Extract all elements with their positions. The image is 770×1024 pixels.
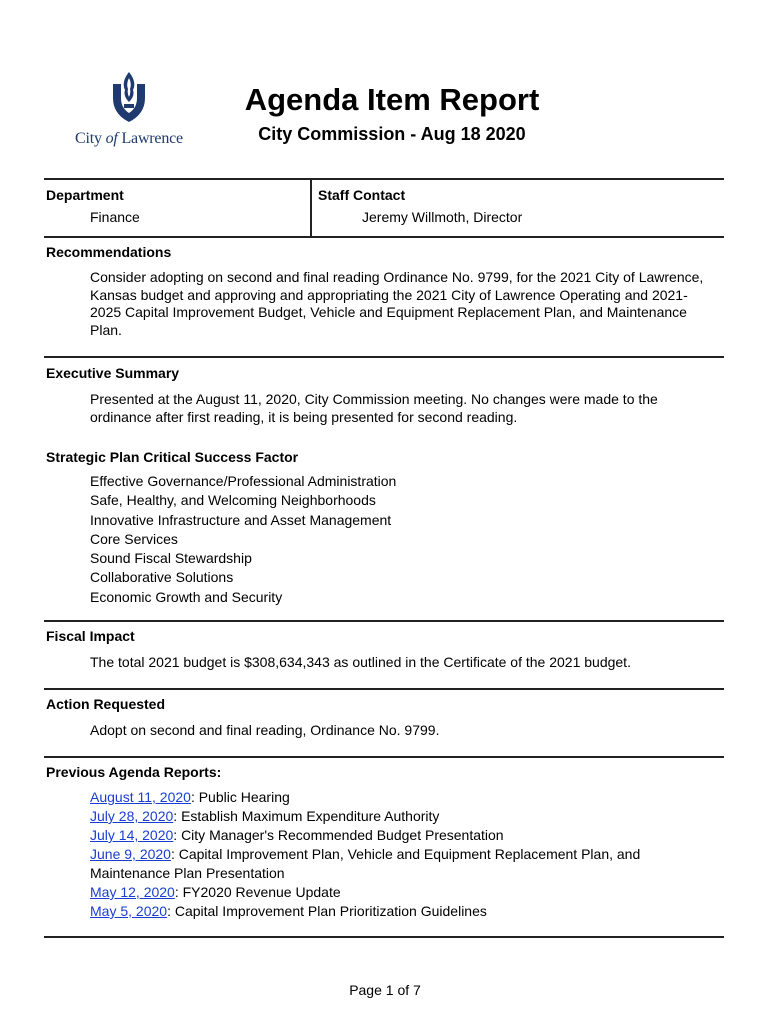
- column-divider: [310, 180, 312, 237]
- list-item: May 5, 2020: Capital Improvement Plan Prioritization Guidelines: [90, 903, 487, 919]
- list-item: Collaborative Solutions: [90, 569, 234, 586]
- divider: [44, 356, 724, 358]
- strategic-plan-list: [90, 472, 396, 607]
- list-item: Innovative Infrastructure and Asset Management: [90, 511, 392, 528]
- list-item: May 12, 2020: FY2020 Revenue Update: [90, 884, 341, 900]
- fiscal-impact-label: Fiscal Impact: [46, 628, 135, 644]
- report-link-jul-28[interactable]: July 28, 2020: [90, 808, 174, 824]
- list-item: Economic Growth and Security: [90, 588, 283, 605]
- staff-contact-label: Staff Contact: [318, 187, 406, 203]
- executive-summary-label: Executive Summary: [46, 365, 180, 381]
- divider: [44, 620, 724, 622]
- department-value: Finance: [90, 209, 140, 225]
- report-link-jul-14[interactable]: July 14, 2020: [90, 827, 174, 843]
- report-link-aug-11[interactable]: August 11, 2020: [90, 789, 191, 805]
- page-title: Agenda Item Report: [244, 82, 540, 117]
- report-link-may-5[interactable]: May 5, 2020: [90, 903, 168, 919]
- recommendations-text: Consider adopting on second and final reading Ordinance No. 9799, for the 2021 City of Lawrence, Kansas budget and approving and appropriating the 2021 City of Lawrence Operating and 2021-2025 Capital Improvement Budget, Vehicle and Equipment Replacement Plan, and Maintenance Plan.: [90, 269, 704, 338]
- department-label: Department: [46, 187, 124, 203]
- list-item: August 11, 2020: Public Hearing: [90, 789, 290, 805]
- list-item: June 9, 2020: Capital Improvement Plan, Vehicle and Equipment Replacement Plan, and Maintenance Plan Presentation: [90, 846, 641, 881]
- staff-contact-value: Jeremy Willmoth, Director: [362, 209, 523, 225]
- recommendations-label: Recommendations: [46, 244, 172, 260]
- previous-reports-list: [90, 788, 715, 921]
- fiscal-impact-text: The total 2021 budget is $308,634,343 as outlined in the Certificate of the 2021 budget.: [90, 654, 631, 670]
- strategic-plan-label: Strategic Plan Critical Success Factor: [46, 449, 299, 465]
- divider: [44, 688, 724, 690]
- action-requested-label: Action Requested: [46, 696, 166, 712]
- previous-reports-label: Previous Agenda Reports:: [46, 764, 222, 780]
- report-link-jun-9[interactable]: June 9, 2020: [90, 846, 171, 862]
- list-item: Effective Governance/Professional Administration: [90, 473, 397, 489]
- divider: [44, 178, 724, 180]
- page-number: Page 1 of 7: [349, 982, 421, 998]
- list-item: July 14, 2020: City Manager's Recommended Budget Presentation: [90, 827, 504, 843]
- list-item: Core Services: [90, 530, 178, 547]
- page-subtitle: City Commission - Aug 18 2020: [258, 124, 526, 144]
- list-item: Safe, Healthy, and Welcoming Neighborhoods: [90, 492, 376, 509]
- list-item: July 28, 2020: Establish Maximum Expenditure Authority: [90, 808, 440, 824]
- divider: [44, 936, 724, 938]
- divider: [44, 756, 724, 758]
- list-item: Sound Fiscal Stewardship: [90, 550, 252, 567]
- report-link-may-12[interactable]: May 12, 2020: [90, 884, 175, 900]
- divider: [44, 236, 724, 238]
- action-requested-text: Adopt on second and final reading, Ordinance No. 9799.: [90, 722, 440, 738]
- executive-summary-text: Presented at the August 11, 2020, City Commission meeting. No changes were made to the ordinance after first reading, it is being presented for second reading.: [90, 391, 658, 425]
- logo-text: City of Lawrence: [75, 130, 183, 147]
